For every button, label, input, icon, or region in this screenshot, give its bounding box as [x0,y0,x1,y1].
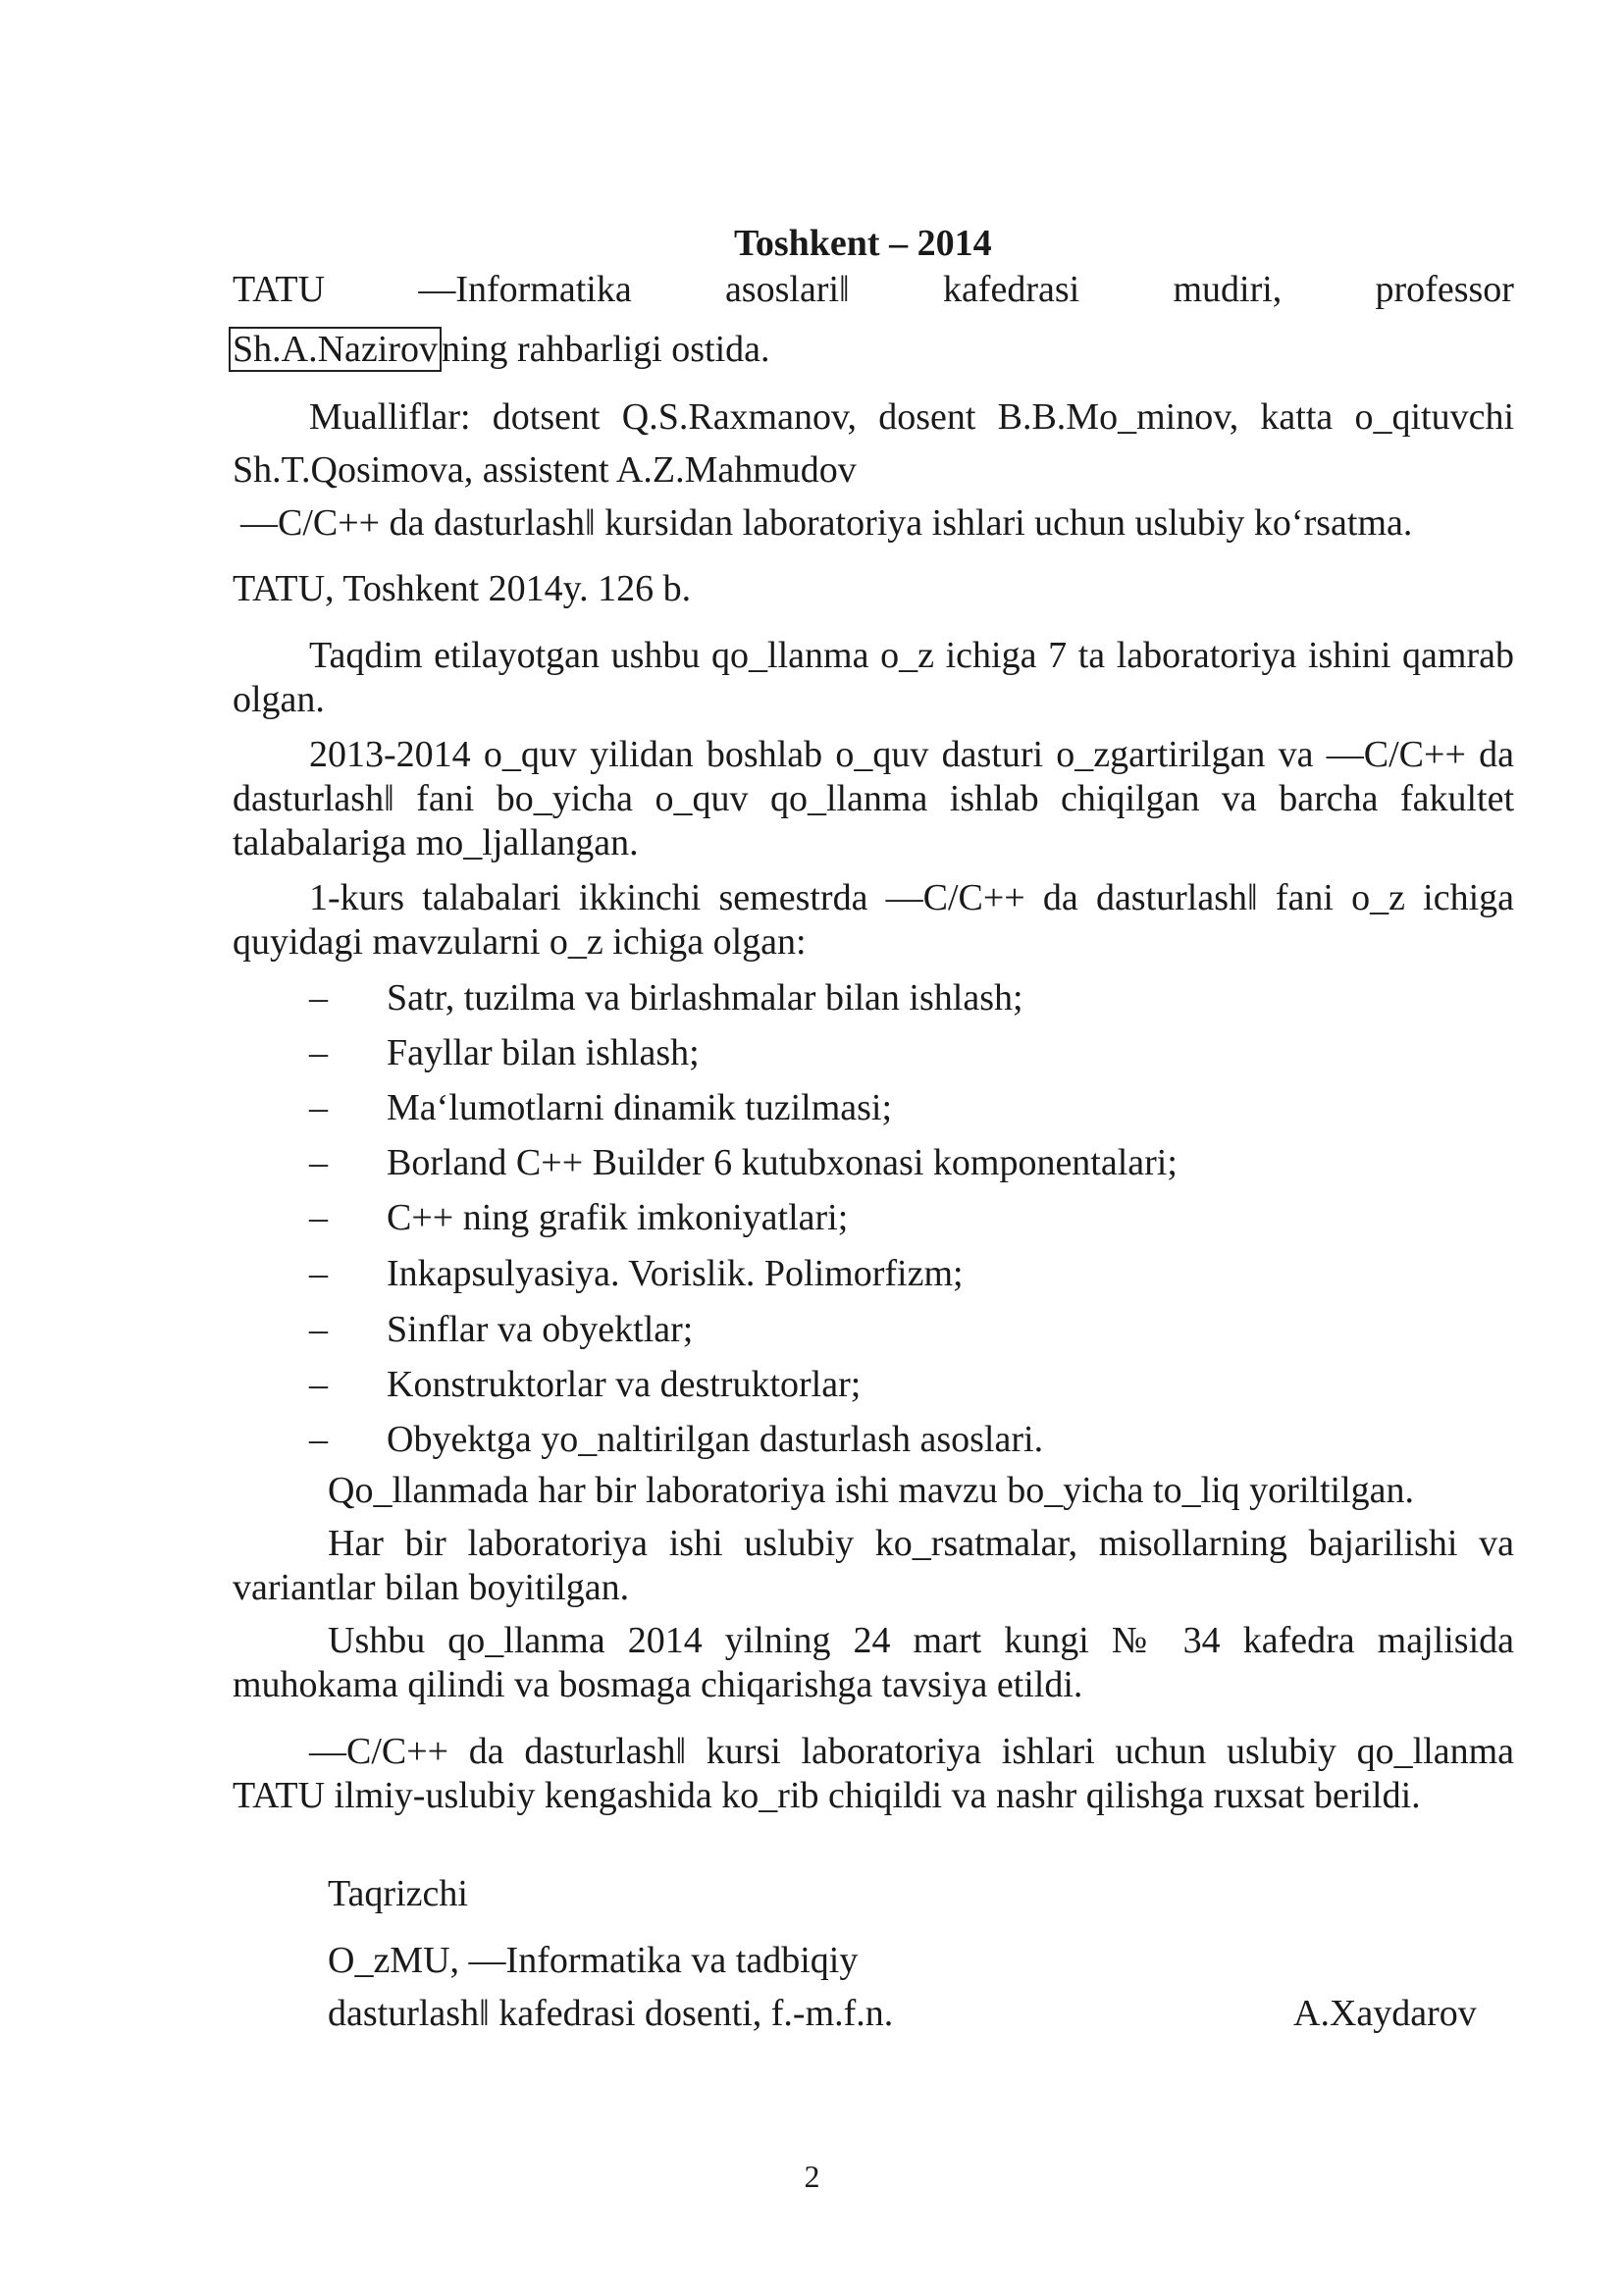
authors-line-1 [233,395,1514,440]
list-item: Borland C++ Builder 6 kutubxonasi komponentalari; [387,1142,1178,1183]
supervision-line-1 [233,268,1514,312]
paragraph-3 [233,876,1514,965]
authors-text-1: Mualliflar: dotsent Q.S.Raxmanov, dosent B.B.Mo_minov, katta o_qituvchi [309,396,1514,438]
list-item: Inkapsulyasiya. Vorislik. Polimorfizm; [387,1253,964,1294]
list-item: Fayllar bilan ishlash; [387,1032,700,1073]
supervisor-name-box: Sh.A.Nazirov [229,327,442,372]
paragraph-1 [233,634,1514,722]
list-item: C++ ning grafik imkoniyatlari; [387,1197,849,1238]
supervision-rest: ning rahbarligi ostida. [441,329,770,370]
list-dash: – [309,1032,328,1073]
paragraph-1-text: Taqdim etilayotgan ushbu qo_llanma o_z ichiga 7 ta laboratoriya ishini qamrab olgan. [233,635,1514,720]
supervision-words [233,268,1514,312]
list-dash: – [309,1364,328,1405]
closing-paragraph-1: Qo_llanmada har bir laboratoriya ishi mavzu bo_yicha to_liq yoriltilgan. [328,1470,1414,1511]
list-item: Sinflar va obyektlar; [387,1309,694,1350]
authors-line-2: Sh.T.Qosimova, assistent A.Z.Mahmudov [233,449,857,491]
reviewer-label: Taqrizchi [328,1873,468,1914]
list-dash: – [309,1253,328,1294]
closing-paragraph-3-text: Ushbu qo_llanma 2014 yilning 24 mart kungi № 34 kafedra majlisida muhokama qilindi va bosmaga chiqarishga tavsiya etildi. [233,1620,1514,1705]
paragraph-2-text: 2013-2014 o_quv yilidan boshlab o_quv dasturi o_zgartirilgan va ―C/C++ da dasturlash‖ fani bo_yicha o_quv qo_llanma ishlab chiqilgan va barcha fakultet talabalariga mo_ljallangan. [233,734,1514,863]
word: asoslari‖ [724,269,850,310]
list-dash: – [309,1197,328,1238]
word: mudiri, [1173,269,1283,310]
course-title-line: ―C/C++ da dasturlash‖ kursidan laboratoriya ishlari uchun uslubiy ko‘rsatma. [240,502,1413,544]
paragraph-2 [233,733,1514,865]
publication-line: TATU, Toshkent 2014y. 126 b. [233,568,692,609]
reviewer-org-line-2: dasturlash‖ kafedrasi dosenti, f.-m.f.n. [328,1993,894,2034]
page-number: 2 [804,2159,820,2194]
list-dash: – [309,1142,328,1183]
reviewer-org-line-1: O_zMU, ―Informatika va tadbiqiy [328,1940,859,1981]
list-item: Konstruktorlar va destruktorlar; [387,1364,862,1405]
closing-paragraph-4-text: ―C/C++ da dasturlash‖ kursi laboratoriya ishlari uchun uslubiy qo_llanma TATU ilmiy-uslubiy kengashida ko_rib chiqildi va nashr qilishga ruxsat berildi. [233,1731,1514,1816]
list-dash: – [309,1419,328,1460]
paragraph-3-text: 1-kurs talabalari ikkinchi semestrda ―C/C++ da dasturlash‖ fani o_z ichiga quyidagi mavzularni o_z ichiga olgan: [233,877,1514,963]
city-year-heading: Toshkent – 2014 [734,223,992,264]
list-item: Satr, tuzilma va birlashmalar bilan ishlash; [387,977,1023,1018]
list-dash: – [309,1087,328,1128]
closing-paragraph-2-text: Har bir laboratoriya ishi uslubiy ko_rsatmalar, misollarning bajarilishi va variantlar bilan boyitilgan. [233,1523,1514,1608]
list-item: Ma‘lumotlarni dinamik tuzilmasi; [387,1087,893,1128]
closing-paragraph-4 [233,1730,1514,1818]
word: ―Informatika [418,269,632,310]
word: professor [1375,269,1514,310]
word: kafedrasi [942,269,1080,310]
closing-paragraph-2 [233,1522,1514,1610]
word: TATU [233,269,326,310]
closing-paragraph-3 [233,1619,1514,1707]
list-dash: – [309,1309,328,1350]
list-dash: – [309,977,328,1018]
list-item: Obyektga yo_naltirilgan dasturlash asoslari. [387,1419,1044,1460]
supervision-line-2 [233,328,770,372]
reviewer-name: A.Xaydarov [1293,1993,1477,2034]
